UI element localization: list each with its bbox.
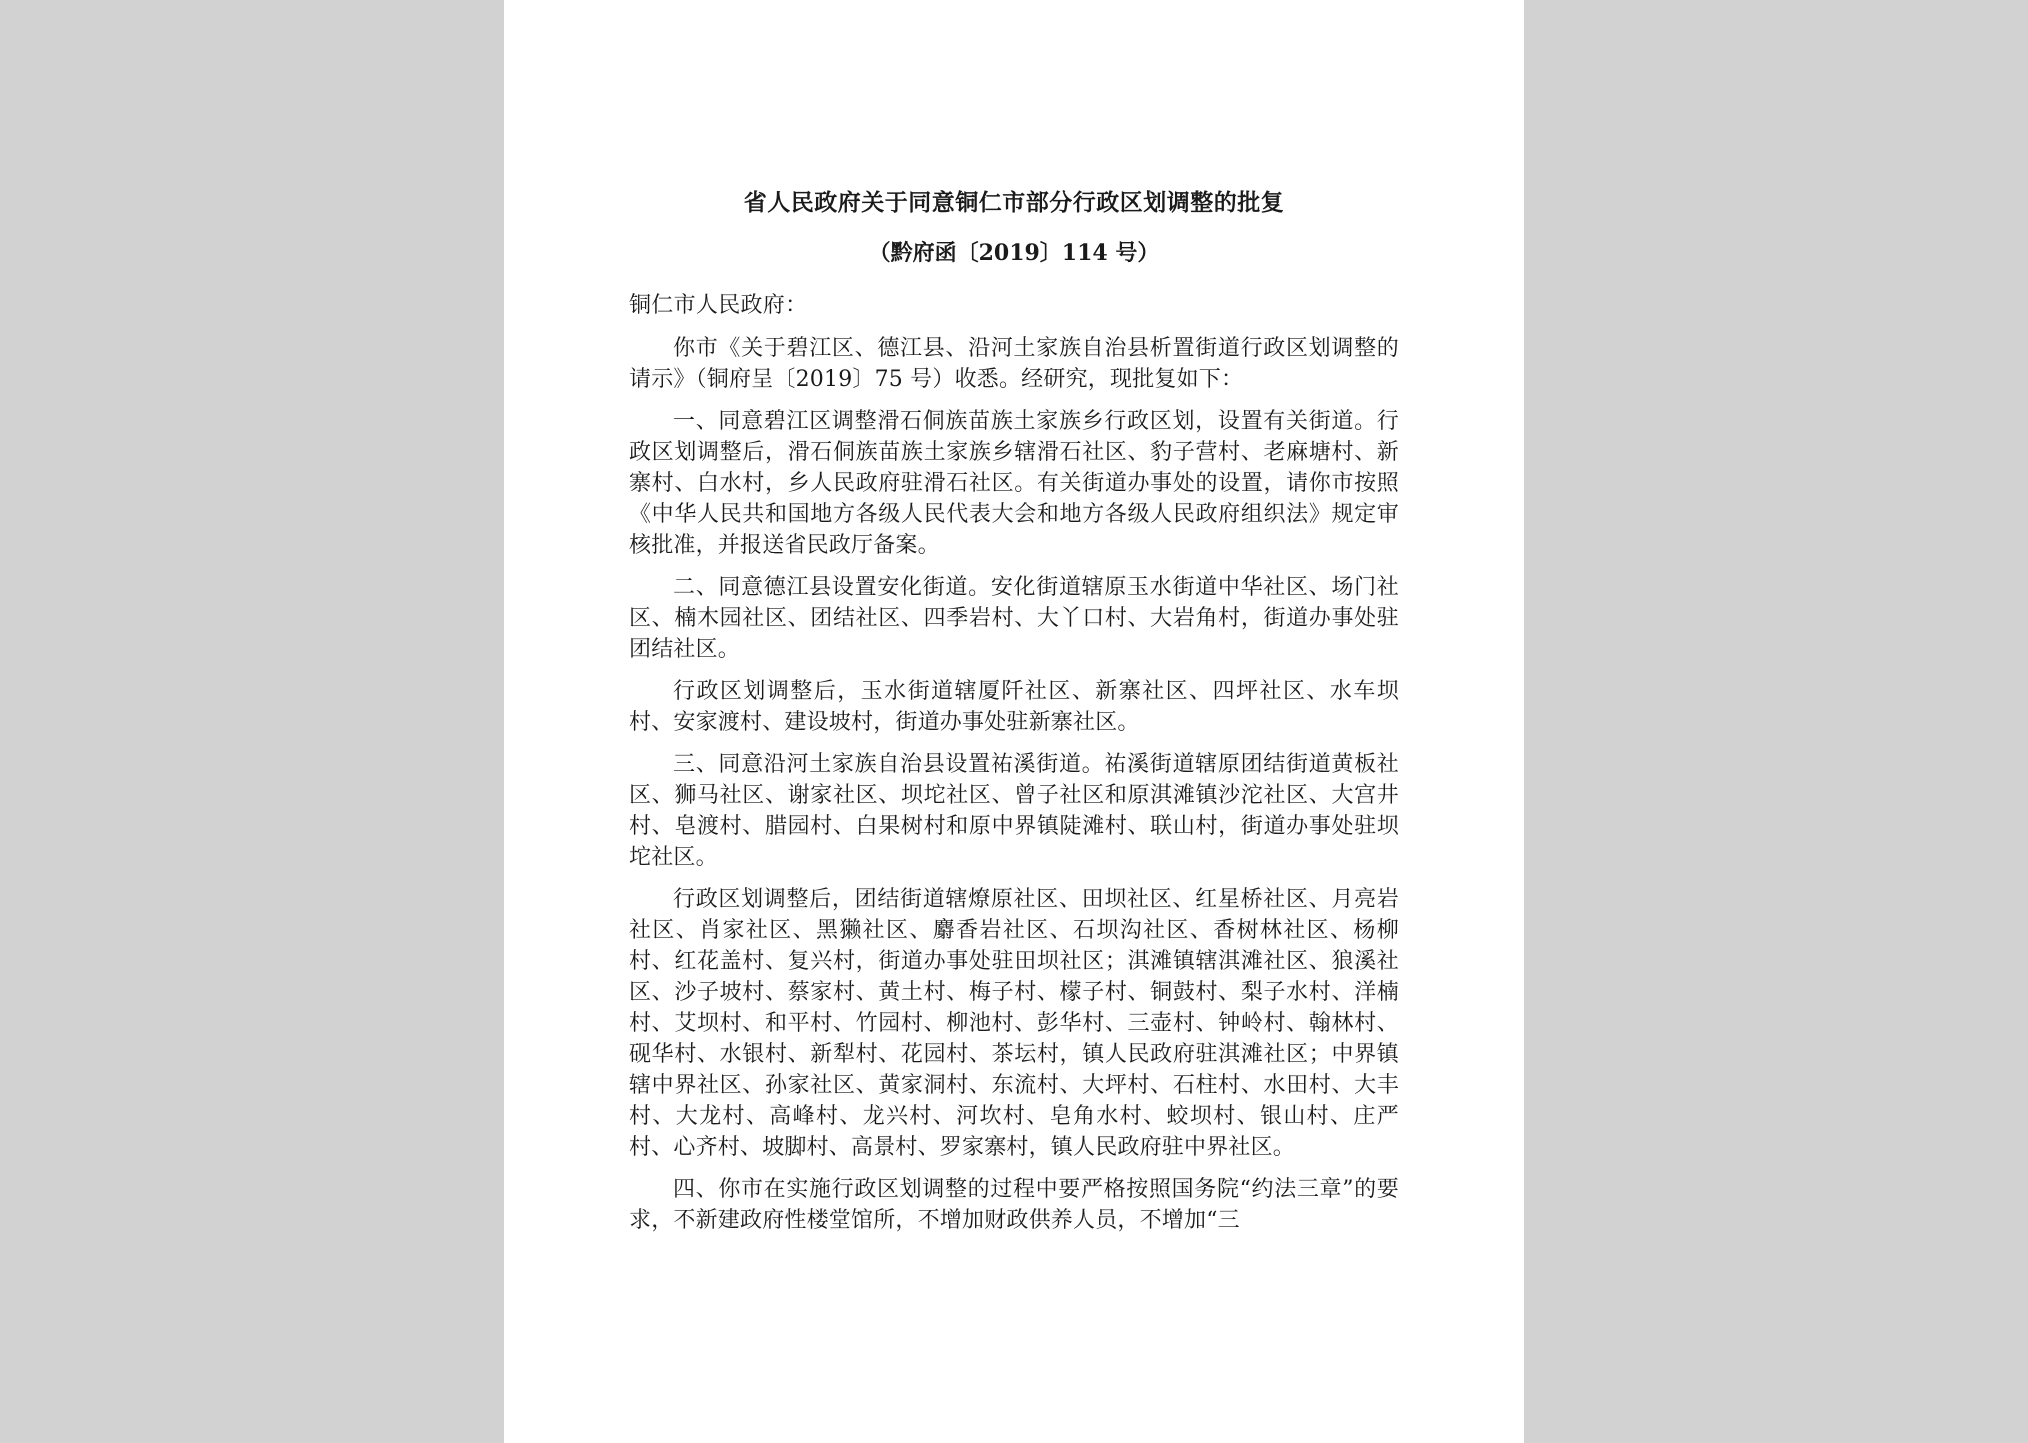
paragraph-intro: 你市《关于碧江区、德江县、沿河土家族自治县析置街道行政区划调整的请示》（铜府呈〔2019〕75 号）收悉。经研究，现批复如下： xyxy=(629,336,1399,392)
document-page xyxy=(504,0,1524,1443)
document-title: 省人民政府关于同意铜仁市部分行政区划调整的批复 xyxy=(743,189,1285,216)
salutation: 铜仁市人民政府： xyxy=(629,293,808,318)
paragraph-item-1: 一、同意碧江区调整滑石侗族苗族土家族乡行政区划，设置有关街道。行政区划调整后，滑石侗族苗族土家族乡辖滑石社区、豹子营村、老麻塘村、新寨村、白水村，乡人民政府驻滑石社区。有关街道办事处的设置，请你市按照《中华人民共和国地方各级人民代表大会和地方各级人民政府组织法》规定审核批准，并报送省民政厅备案。 xyxy=(629,409,1399,558)
paragraph-item-4: 四、你市在实施行政区划调整的过程中要严格按照国务院“约法三章”的要求，不新建政府性楼堂馆所，不增加财政供养人员，不增加“三 xyxy=(629,1177,1399,1233)
paragraph-item-3-continued: 行政区划调整后，团结街道辖燎原社区、田坝社区、红星桥社区、月亮岩社区、肖家社区、黑獭社区、麝香岩社区、石坝沟社区、香树林社区、杨柳村、红花盖村、复兴村，街道办事处驻田坝社区；淇滩镇辖淇滩社区、狼溪社区、沙子坡村、蔡家村、黄土村、梅子村、檬子村、铜鼓村、梨子水村、洋楠村、艾坝村、和平村、竹园村、柳池村、彭华村、三壶村、钟岭村、翰林村、砚华村、水银村、新犁村、花园村、茶坛村，镇人民政府驻淇滩社区；中界镇辖中界社区、孙家社区、黄家洞村、东流村、大坪村、石柱村、水田村、大丰村、大龙村、高峰村、龙兴村、河坎村、皂角水村、蛟坝村、银山村、庄严村、心齐村、坡脚村、高景村、罗家寨村，镇人民政府驻中界社区。 xyxy=(629,887,1399,1160)
paragraph-item-2: 二、同意德江县设置安化街道。安化街道辖原玉水街道中华社区、场门社区、楠木园社区、团结社区、四季岩村、大丫口村、大岩角村，街道办事处驻团结社区。 xyxy=(629,575,1399,662)
paragraph-item-2-continued: 行政区划调整后，玉水街道辖厦阡社区、新寨社区、四坪社区、水车坝村、安家渡村、建设坡村，街道办事处驻新寨社区。 xyxy=(629,679,1399,735)
document-number: （黔府函〔2019〕114 号） xyxy=(868,240,1160,266)
paragraph-item-3: 三、同意沿河土家族自治县设置祐溪街道。祐溪街道辖原团结街道黄板社区、狮马社区、谢家社区、坝坨社区、曾子社区和原淇滩镇沙沱社区、大宫井村、皂渡村、腊园村、白果树村和原中界镇陡滩村、联山村，街道办事处驻坝坨社区。 xyxy=(629,752,1399,870)
